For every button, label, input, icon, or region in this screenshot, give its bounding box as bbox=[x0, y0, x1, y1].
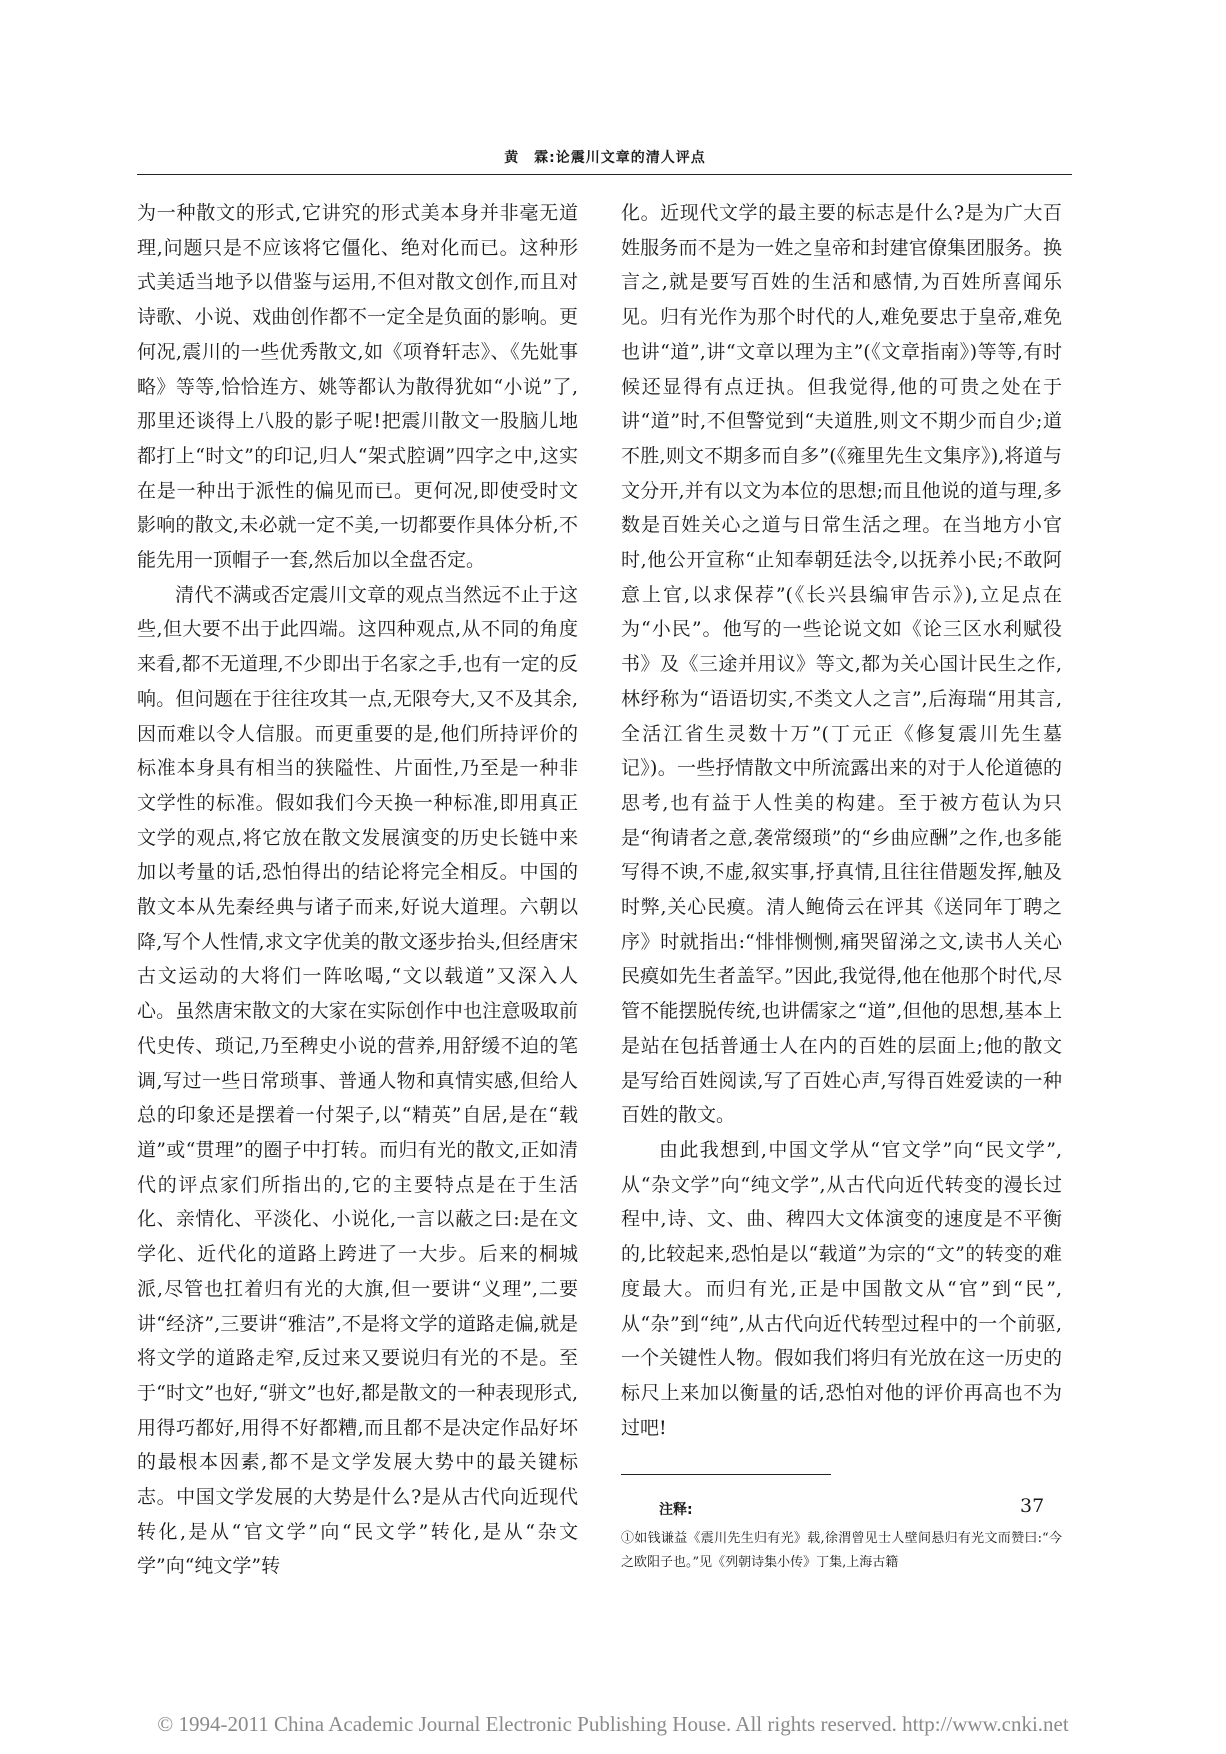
left-column bbox=[137, 196, 578, 1584]
copyright-notice: © 1994-2011 China Academic Journal Electronic Publishing House. All rights reserved. http://www.cnki.net bbox=[157, 1712, 1069, 1736]
body-paragraph: 为一种散文的形式,它讲究的形式美本身并非毫无道理,问题只是不应该将它僵化、绝对化而已。这种形式美适当地予以借鉴与运用,不但对散文创作,而且对诗歌、小说、戏曲创作都不一定全是负面的影响。更何况,震川的一些优秀散文,如《项脊轩志》、《先妣事略》等等,恰恰连方、姚等都认为散得犹如“小说”了,那里还谈得上八股的影子呢!把震川散文一股脑儿地都打上“时文”的印记,归人“架式腔调”四字之中,这实在是一种出于派性的偏见而已。更何况,即使受时文影响的散文,未必就一定不美,一切都要作具体分析,不能先用一顶帽子一套,然后加以全盘否定。 bbox=[137, 202, 578, 572]
header-rule bbox=[137, 174, 1072, 175]
body-paragraph: 清代不满或否定震川文章的观点当然远不止于这些,但大要不出于此四端。这四种观点,从不同的角度来看,都不无道理,不少即出于名家之手,也有一定的反响。但问题在于往往攻其一点,无限夸大,又不及其余,因而难以令人信服。而更重要的是,他们所持评价的标准本身具有相当的狭隘性、片面性,乃至是一种非文学性的标准。假如我们今天换一种标准,即用真正文学的观点,将它放在散文发展演变的历史长链中来加以考量的话,恐怕得出的结论将完全相反。中国的散文本从先秦经典与诸子而来,好说大道理。六朝以降,写个人性情,求文字优美的散文逐步抬头,但经唐宋古文运动的大将们一阵吆喝,“文以载道”又深入人心。虽然唐宋散文的大家在实际创作中也注意吸取前代史传、琐记,乃至稗史小说的营养,用舒缓不迫的笔调,写过一些日常琐事、普通人物和真情实感,但给人总的印象还是摆着一付架子,以“精英”自居,是在“载道”或“贯理”的圈子中打转。而归有光的散文,正如清代的评点家们所指出的,它的主要特点是在于生活化、亲情化、平淡化、小说化,一言以蔽之曰:是在文学化、近代化的道路上跨进了一大步。后来的桐城派,尽管也扛着归有光的大旗,但一要讲“义理”,二要讲“经济”,三要讲“雅洁”,不是将文学的道路走偏,就是将文学的道路走窄,反过来又要说归有光的不是。至于“时文”也好,“骈文”也好,都是散文的一种表现形式,用得巧都好,用得不好都糟,而且都不是决定作品好坏的最根本因素,都不是文学发展大势中的最关键标志。中国文学发展的大势是什么?是从古代向近现代转化,是从“官文学”向“民文学”转化,是从“杂文学”向“纯文学”转 bbox=[137, 583, 578, 1578]
body-paragraph: 由此我想到,中国文学从“官文学”向“民文学”,从“杂文学”向“纯文学”,从古代向近代转变的漫长过程中,诗、文、曲、稗四大文体演变的速度是不平衡的,比较起来,恐怕是以“载道”为宗的“文”的转变的难度最大。而归有光,正是中国散文从“官”到“民”,从“杂”到“纯”,从古代向近代转型过程中的一个前驱,一个关键性人物。假如我们将归有光放在这一历史的标尺上来加以衡量的话,恐怕对他的评价再高也不为过吧! bbox=[621, 1138, 1062, 1439]
footnote-rule bbox=[621, 1474, 831, 1475]
running-head-title: 黄 霖:论震川文章的清人评点 bbox=[504, 150, 706, 166]
body-paragraph: 化。近现代文学的最主要的标志是什么?是为广大百姓服务而不是为一姓之皇帝和封建官僚集团服务。换言之,就是要写百姓的生活和感情,为百姓所喜闻乐见。归有光作为那个时代的人,难免要忠于皇帝,难免也讲“道”,讲“文章以理为主”(《文章指南》)等等,有时候还显得有点迂执。但我觉得,他的可贵之处在于讲“道”时,不但警觉到“夫道胜,则文不期少而自少;道不胜,则文不期多而自多”(《雍里先生文集序》),将道与文分开,并有以文为本位的思想;而且他说的道与理,多数是百姓关心之道与日常生活之理。在当地方小官时,他公开宣称“止知奉朝廷法令,以抚养小民;不敢阿意上官,以求保荐”(《长兴县编审告示》),立足点在为“小民”。他写的一些论说文如《论三区水利赋役书》及《三途并用议》等文,都为关心国计民生之作,林纾称为“语语切实,不类文人之言”,后海瑞“用其言,全活江省生灵数十万”(丁元正《修复震川先生墓记》)。一些抒情散文中所流露出来的对于人伦道德的思考,也有益于人性美的构建。至于被方苞认为只是“徇请者之意,袭常缀琐”的“乡曲应酬”之作,也多能写得不谀,不虚,叙实事,抒真情,且往往借题发挥,触及时弊,关心民瘼。清人鲍倚云在评其《送同年丁聘之序》时就指出:“悱悱恻恻,痛哭留涕之文,读书人关心民瘼如先生者盖罕。”因此,我觉得,他在他那个时代,尽管不能摆脱传统,也讲儒家之“道”,但他的思想,基本上是站在包括普通士人在内的百姓的层面上;他的散文是写给百姓阅读,写了百姓心声,写得百姓爱读的一种百姓的散文。 bbox=[621, 202, 1062, 1127]
footnote-item: ①如钱谦益《震川先生归有光》载,徐渭曾见士人壁间悬归有光文而赞曰:“今之欧阳子也。”见《列朝诗集小传》丁集,上海古籍 bbox=[621, 1531, 1062, 1571]
page-number: 37 bbox=[1020, 1495, 1045, 1517]
right-column bbox=[621, 196, 1062, 1575]
notes-label: 注释: bbox=[659, 1502, 693, 1519]
